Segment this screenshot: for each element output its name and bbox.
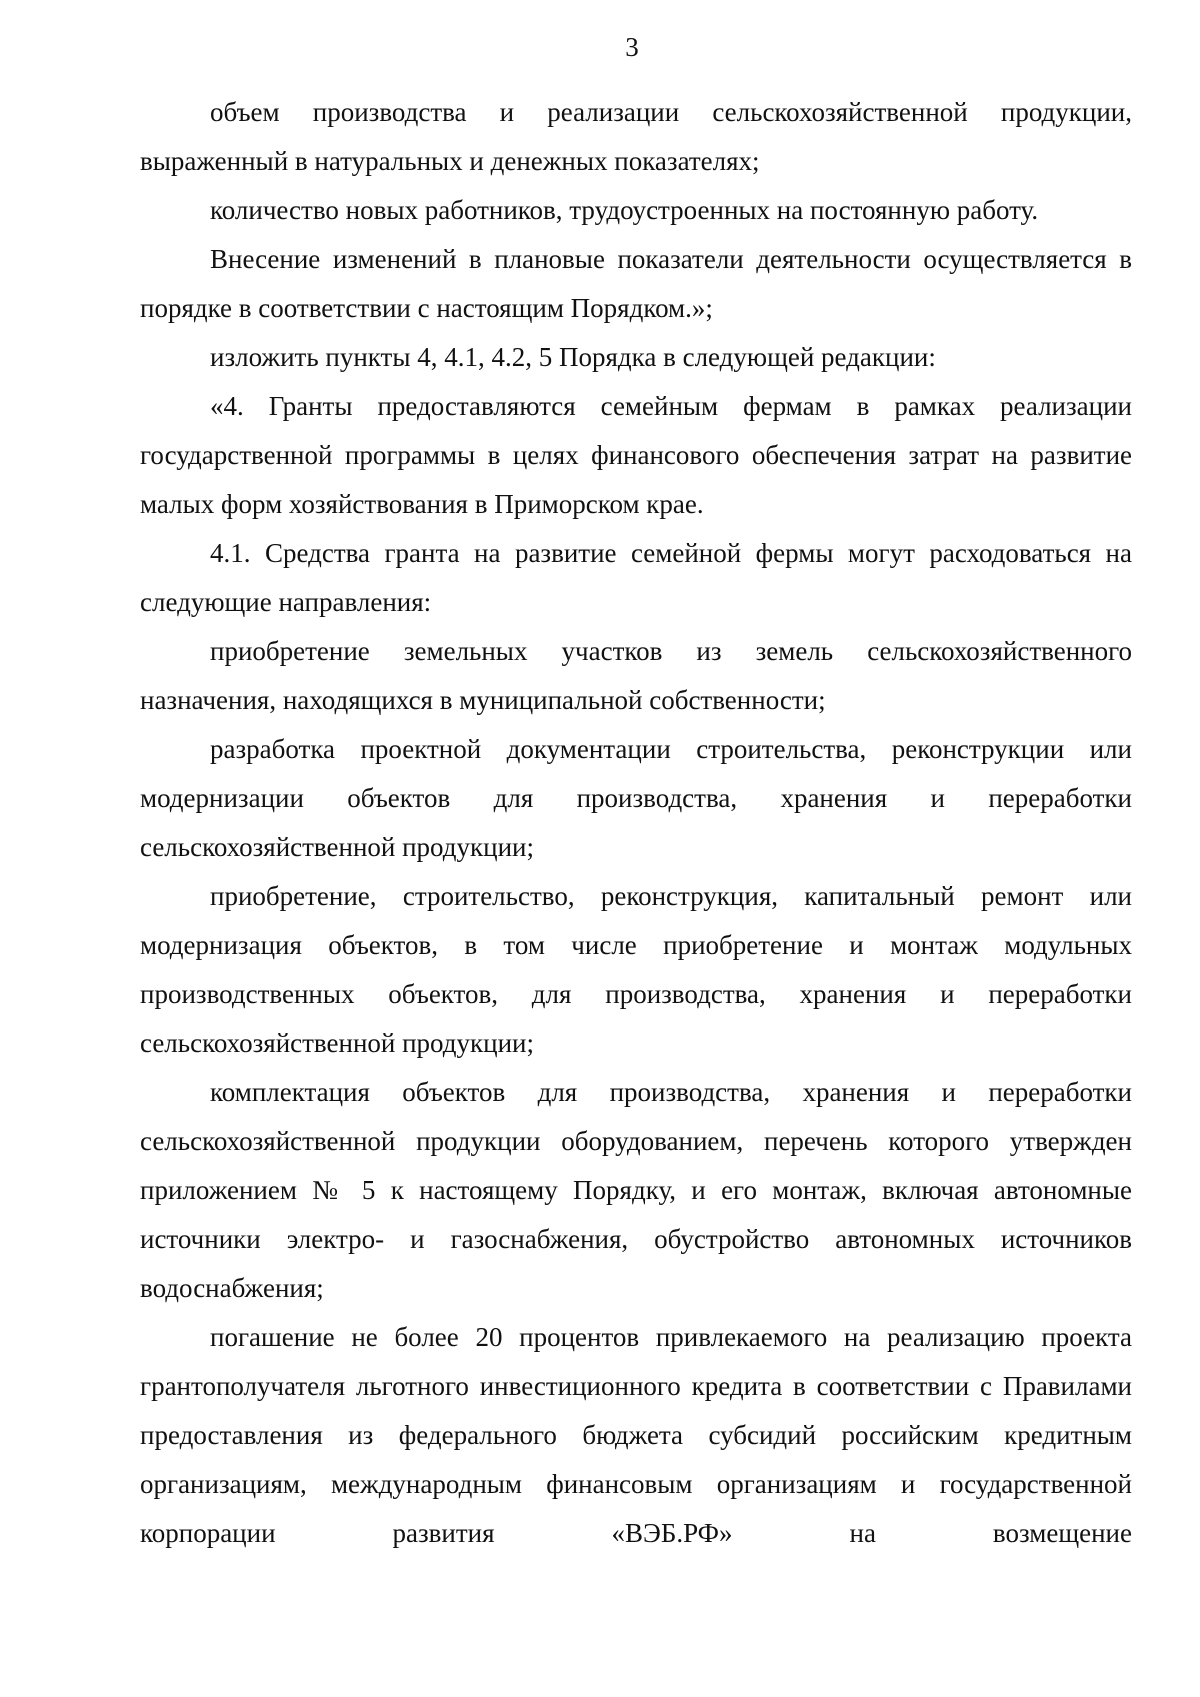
document-body	[140, 88, 1132, 1558]
paragraph-item-4: «4. Гранты предоставляются семейным фермам в рамках реализации государственной программы в целях финансового обеспечения затрат на развитие малых форм хозяйствования в Приморском крае.	[140, 391, 1132, 519]
paragraph-item-4-1: 4.1. Средства гранта на развитие семейной фермы могут расходоваться на следующие направления:	[140, 538, 1132, 617]
paragraph-production-volume: объем производства и реализации сельскохозяйственной продукции, выраженный в натуральных и денежных показателях;	[140, 97, 1132, 176]
paragraph-amend-items: изложить пункты 4, 4.1, 4.2, 5 Порядка в следующей редакции:	[210, 342, 936, 372]
paragraph-new-workers: количество новых работников, трудоустроенных на постоянную работу.	[210, 195, 1039, 225]
paragraph-plan-changes: Внесение изменений в плановые показатели деятельности осуществляется в порядке в соответствии с настоящим Порядком.»;	[140, 244, 1132, 323]
page-number: 3	[625, 32, 639, 62]
paragraph-construction: приобретение, строительство, реконструкция, капитальный ремонт или модернизация объектов, в том числе приобретение и монтаж модульных производственных объектов, для производства, хранения и переработки сельскохозяйственной продукции;	[140, 881, 1132, 1058]
paragraph-project-documentation: разработка проектной документации строительства, реконструкции или модернизации объектов для производства, хранения и переработки сельскохозяйственной продукции;	[140, 734, 1132, 862]
paragraph-land-acquisition: приобретение земельных участков из земель сельскохозяйственного назначения, находящихся в муниципальной собственности;	[140, 636, 1132, 715]
paragraph-loan-repayment: погашение не более 20 процентов привлекаемого на реализацию проекта грантополучателя льготного инвестиционного кредита в соответствии с Правилами предоставления из федерального бюджета субсидий российским кредитным организациям, международным финансовым организациям и государственной корпорации развития «ВЭБ.РФ» на возмещение	[140, 1322, 1132, 1548]
paragraph-equipment: комплектация объектов для производства, хранения и переработки сельскохозяйственной продукции оборудованием, перечень которого утвержден приложением № 5 к настоящему Порядку, и его монтаж, включая автономные источники электро- и газоснабжения, обустройство автономных источников водоснабжения;	[140, 1077, 1132, 1303]
